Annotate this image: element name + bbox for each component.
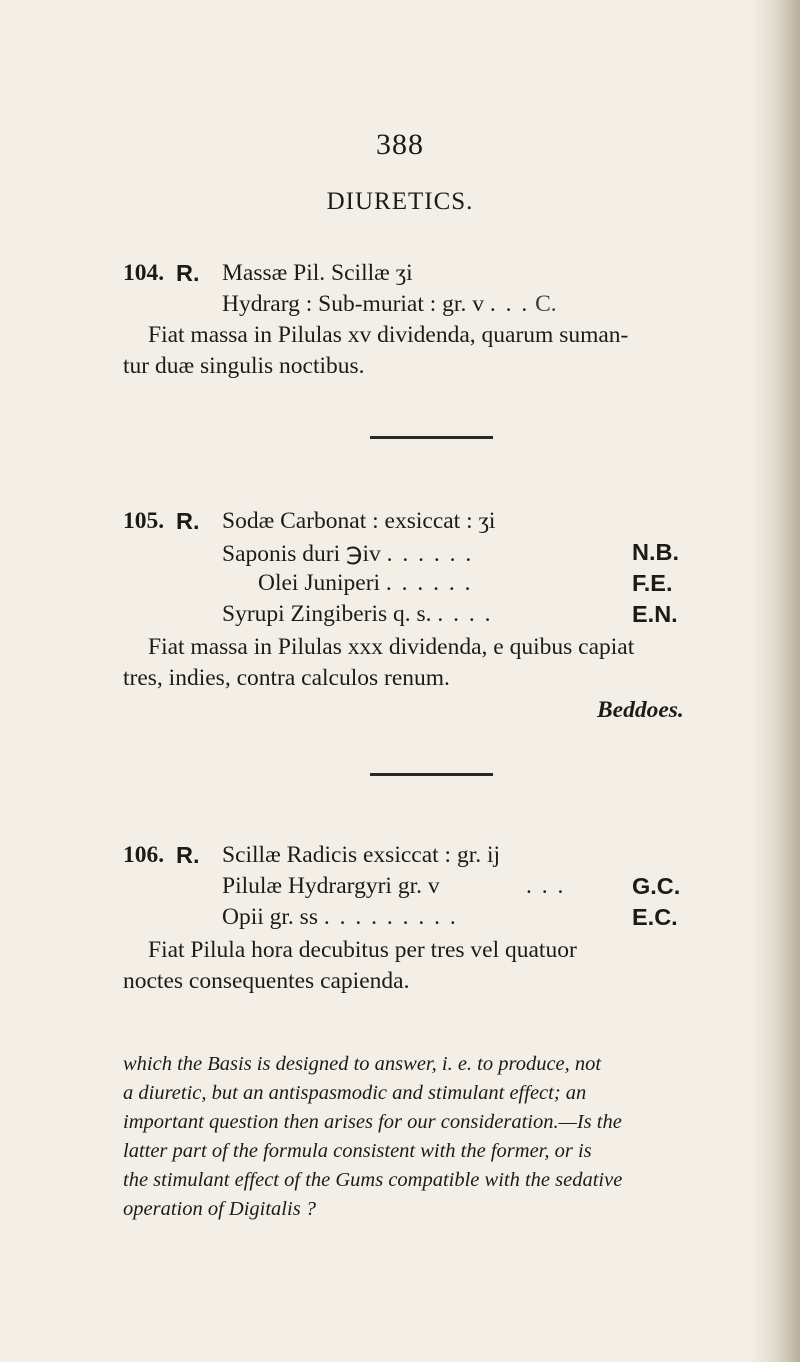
directions-line: tres, indies, contra calculos renum. — [123, 665, 450, 691]
commentary-line: a diuretic, but an antispasmodic and stimulant effect; an — [123, 1082, 587, 1104]
commentary-line: important question then arises for our consideration.—Is the — [123, 1111, 622, 1133]
author-initials: F.E. — [632, 570, 673, 596]
ingredient-line: Sodæ Carbonat : exsiccat : ʒi — [222, 508, 496, 534]
leader-dots: . . . — [489, 291, 530, 317]
directions-line: Fiat massa in Pilulas xv dividenda, quarum suman- — [148, 322, 629, 348]
prescription-number: 104. — [123, 260, 165, 286]
ingredient-line — [222, 904, 458, 931]
section-divider — [370, 436, 493, 439]
directions-line: Fiat massa in Pilulas xxx dividenda, e quibus capiat — [148, 634, 635, 660]
author-initials: C. — [535, 291, 557, 317]
directions-line: Fiat Pilula hora decubitus per tres vel quatuor — [148, 937, 577, 963]
ingredient-text: Pilulæ Hydrargyri gr. v — [222, 873, 440, 899]
recipe-symbol: R. — [176, 260, 200, 286]
leader-dots: . . . . . . — [386, 541, 474, 567]
leader-dots: . . . . . . — [385, 570, 473, 596]
ingredient-text: Syrupi Zingiberis q. s. — [222, 601, 432, 627]
author-initials: E.N. — [632, 601, 678, 627]
page-number: 388 — [376, 128, 424, 161]
ingredient-line — [222, 291, 557, 318]
author-initials: N.B. — [632, 539, 679, 565]
commentary-line: operation of Digitalis ? — [123, 1198, 317, 1220]
ingredient-line: Massæ Pil. Scillæ ʒi — [222, 260, 413, 286]
section-heading: DIURETICS. — [326, 188, 474, 215]
ingredient-text: Opii gr. ss — [222, 904, 318, 930]
ingredient-line — [222, 873, 440, 900]
ingredient-text: Saponis duri ℈iv — [222, 541, 381, 567]
author-initials: G.C. — [632, 873, 681, 899]
leader-dots: . . . — [526, 873, 566, 899]
commentary-line: latter part of the formula consistent with the former, or is — [123, 1140, 592, 1162]
recipe-symbol: R. — [176, 508, 200, 534]
prescription-number: 105. — [123, 508, 165, 534]
commentary-line: the stimulant effect of the Gums compatible with the sedative — [123, 1169, 623, 1191]
ingredient-text: Olei Juniperi — [258, 570, 381, 596]
recipe-symbol: R. — [176, 842, 200, 868]
prescription-number: 106. — [123, 842, 165, 868]
ingredient-line — [222, 539, 473, 568]
directions-line: tur duæ singulis noctibus. — [123, 353, 365, 379]
author-initials: E.C. — [632, 904, 678, 930]
ingredient-line — [222, 601, 493, 628]
commentary-line: which the Basis is designed to answer, i. e. to produce, not — [123, 1053, 602, 1075]
leader-dots: . . . . — [437, 601, 493, 627]
ingredient-text: Hydrarg : Sub-muriat : gr. v — [222, 291, 484, 317]
attribution: Beddoes. — [597, 697, 684, 723]
ingredient-line: Scillæ Radicis exsiccat : gr. ij — [222, 842, 501, 868]
ingredient-line — [258, 570, 473, 597]
directions-line: noctes consequentes capienda. — [123, 968, 410, 994]
leader-dots: . . . . . . . . . — [323, 904, 458, 930]
section-divider — [370, 773, 493, 776]
